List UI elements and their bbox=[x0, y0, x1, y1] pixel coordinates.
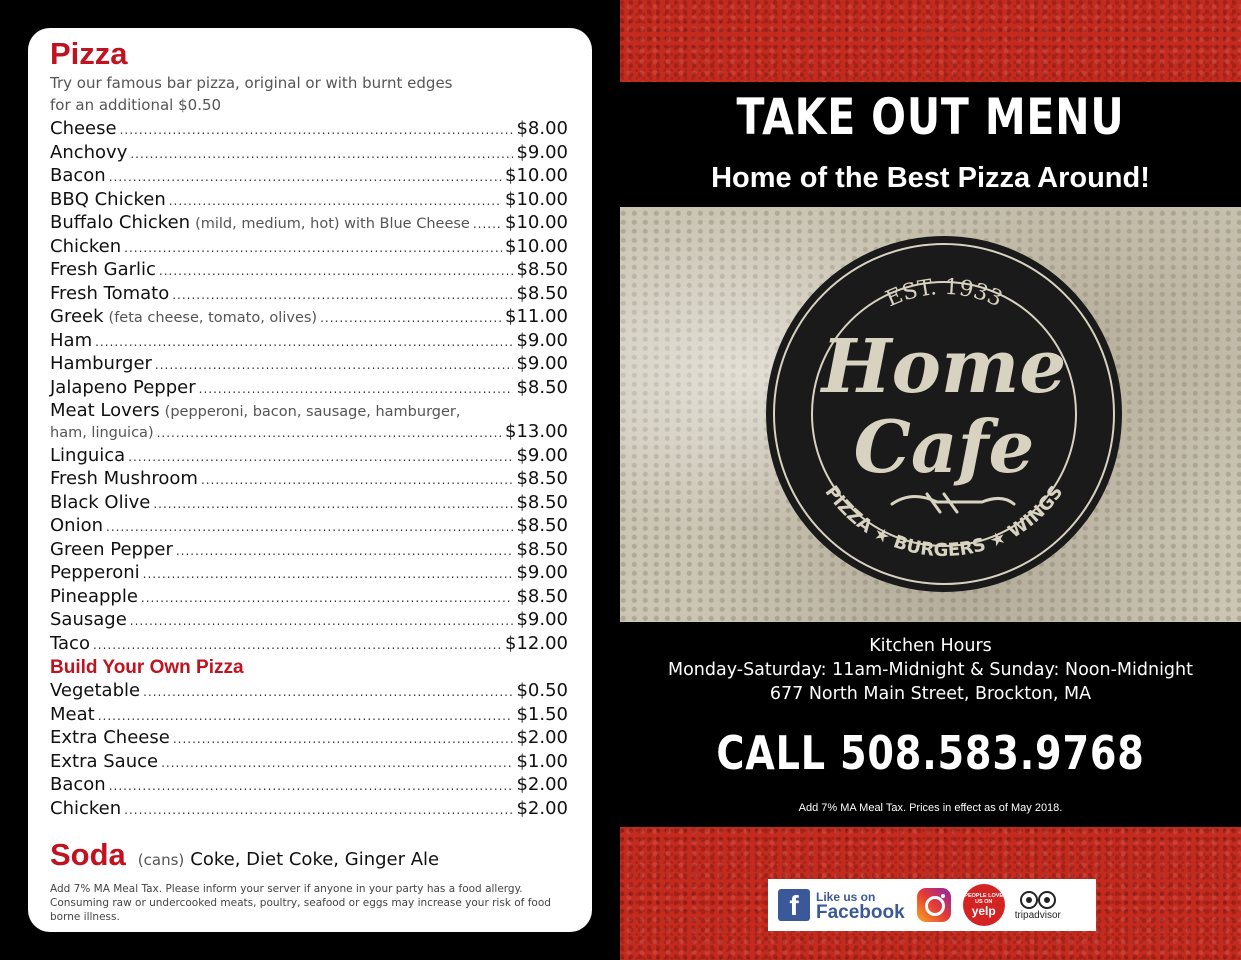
item-price: $10.00 bbox=[505, 188, 568, 210]
menu-left-panel bbox=[0, 0, 620, 960]
item-price: $9.00 bbox=[516, 444, 568, 466]
item-name: Bacon bbox=[50, 774, 106, 795]
item-name: Jalapeno Pepper bbox=[50, 376, 196, 398]
item-price: $2.00 bbox=[516, 774, 568, 795]
menu-item bbox=[50, 212, 568, 236]
menu-item bbox=[50, 189, 568, 213]
item-price: $1.50 bbox=[516, 703, 568, 725]
tripadvisor-label: tripadvisor bbox=[1014, 909, 1061, 921]
logo-bottom-text: PIZZA ★ BURGERS ★ WINGS bbox=[820, 481, 1068, 562]
item-name: Chicken bbox=[50, 797, 122, 819]
item-name: Taco bbox=[50, 632, 90, 654]
item-price: $12.00 bbox=[505, 632, 568, 654]
item-name: Hamburger bbox=[50, 353, 152, 374]
menu-item bbox=[50, 633, 568, 657]
kitchen-hours-title: Kitchen Hours bbox=[869, 636, 992, 656]
tax-note: Add 7% MA Meal Tax. Prices in effect as of May 2018. bbox=[798, 802, 1063, 814]
menu-right-panel bbox=[620, 0, 1241, 960]
byo-item bbox=[50, 774, 568, 798]
item-price: $9.00 bbox=[516, 353, 568, 374]
phone-number: CALL 508.583.9768 bbox=[716, 726, 1145, 780]
build-your-own-title: Build Your Own Pizza bbox=[50, 657, 244, 678]
logo-est: EST. 1933 bbox=[882, 274, 1006, 313]
pizza-section-title: Pizza bbox=[50, 36, 128, 71]
yelp-label: yelp bbox=[971, 903, 996, 918]
item-name: Sausage bbox=[50, 609, 127, 630]
item-name: Ham bbox=[50, 329, 93, 351]
social-bar bbox=[768, 879, 1096, 931]
item-note: (mild, medium, hot) with Blue Cheese bbox=[195, 216, 470, 232]
menu-item bbox=[50, 492, 568, 516]
item-note: (feta cheese, tomato, olives) bbox=[108, 310, 318, 326]
item-price: $13.00 bbox=[505, 421, 568, 442]
facebook-link[interactable] bbox=[778, 889, 905, 921]
pizza-menu-card bbox=[28, 28, 592, 932]
item-price: $8.50 bbox=[516, 538, 568, 560]
item-price: $8.50 bbox=[516, 468, 568, 489]
item-name: Cheese bbox=[50, 118, 117, 139]
item-name: Vegetable bbox=[50, 680, 141, 701]
menu-item bbox=[50, 236, 568, 260]
item-name: Meat bbox=[50, 703, 95, 725]
logo-name-line1: Home bbox=[821, 324, 1067, 410]
byo-item bbox=[50, 704, 568, 728]
menu-item bbox=[50, 142, 568, 166]
menu-item bbox=[50, 165, 568, 189]
soda-section bbox=[50, 837, 568, 873]
tripadvisor-link[interactable] bbox=[1015, 890, 1061, 921]
item-price: $8.50 bbox=[516, 259, 568, 280]
item-price: $9.00 bbox=[516, 609, 568, 630]
item-name: Bacon bbox=[50, 165, 106, 186]
item-name: Buffalo Chicken bbox=[50, 212, 191, 233]
stone-background bbox=[620, 207, 1241, 622]
home-cafe-logo bbox=[762, 232, 1126, 596]
menu-item bbox=[50, 515, 568, 539]
item-price: $8.50 bbox=[516, 585, 568, 607]
logo-name-line2: Cafe bbox=[853, 404, 1035, 489]
item-price: $2.00 bbox=[516, 797, 568, 819]
menu-item bbox=[50, 445, 568, 469]
byo-item bbox=[50, 798, 568, 822]
item-name: Fresh Tomato bbox=[50, 282, 170, 304]
item-price: $1.00 bbox=[516, 750, 568, 772]
menu-item bbox=[50, 306, 568, 330]
facebook-like-label: Like us on bbox=[816, 890, 876, 904]
item-name: Extra Sauce bbox=[50, 750, 159, 772]
item-price: $9.00 bbox=[516, 562, 568, 583]
facebook-label: Facebook bbox=[816, 902, 905, 923]
item-price: $10.00 bbox=[505, 235, 568, 257]
item-price: $8.50 bbox=[516, 491, 568, 513]
item-note: (pepperoni, bacon, sausage, hamburger, bbox=[164, 404, 461, 420]
tagline: Home of the Best Pizza Around! bbox=[711, 162, 1150, 194]
item-name: Linguica bbox=[50, 444, 126, 466]
menu-item bbox=[50, 259, 568, 283]
allergy-footnote: Add 7% MA Meal Tax. Please inform your server if anyone in your party has a food allergy. Consuming raw or undercooked meats, poultry, seafood or eggs may increase your risk of food borne illness. bbox=[50, 883, 551, 923]
item-note-cont: ham, linguica) bbox=[50, 425, 154, 441]
item-price: $9.00 bbox=[516, 329, 568, 351]
meat-lovers-header bbox=[50, 400, 568, 421]
item-name: BBQ Chicken bbox=[50, 188, 166, 210]
item-name: Greek bbox=[50, 306, 104, 327]
pizza-intro-line1: Try our famous bar pizza, original or with burnt edges bbox=[50, 74, 453, 92]
meat-lovers-price-row bbox=[50, 421, 568, 445]
yelp-badge-icon[interactable] bbox=[963, 884, 1005, 926]
soda-note: (cans) bbox=[137, 851, 185, 869]
item-price: $8.50 bbox=[516, 282, 568, 304]
kitchen-hours: Monday-Saturday: 11am-Midnight & Sunday: Noon-Midnight bbox=[667, 660, 1193, 680]
menu-item bbox=[50, 377, 568, 401]
item-name: Pepperoni bbox=[50, 562, 140, 583]
tripadvisor-owl-icon bbox=[1019, 890, 1057, 910]
item-price: $0.50 bbox=[516, 680, 568, 701]
facebook-icon: f bbox=[778, 889, 810, 921]
item-price: $2.00 bbox=[516, 727, 568, 748]
byo-item bbox=[50, 751, 568, 775]
item-price: $8.50 bbox=[516, 376, 568, 398]
byo-item bbox=[50, 727, 568, 751]
item-name: Meat Lovers bbox=[50, 400, 160, 421]
item-name: Pineapple bbox=[50, 585, 138, 607]
item-name: Chicken bbox=[50, 235, 122, 257]
yelp-tagline: PEOPLE LOVE US ON bbox=[964, 892, 1004, 905]
item-name: Extra Cheese bbox=[50, 727, 170, 748]
item-name: Fresh Mushroom bbox=[50, 468, 198, 489]
soda-list: Coke, Diet Coke, Ginger Ale bbox=[190, 849, 440, 870]
item-price: $9.00 bbox=[516, 141, 568, 163]
item-price: $8.00 bbox=[516, 118, 568, 139]
menu-item bbox=[50, 562, 568, 586]
menu-item bbox=[50, 539, 568, 563]
soda-title: Soda bbox=[50, 837, 126, 872]
item-price: $11.00 bbox=[505, 306, 568, 327]
menu-item bbox=[50, 283, 568, 307]
menu-item bbox=[50, 330, 568, 354]
item-name: Black Olive bbox=[50, 491, 151, 513]
item-name: Anchovy bbox=[50, 141, 128, 163]
item-name: Fresh Garlic bbox=[50, 259, 156, 280]
byo-item bbox=[50, 680, 568, 704]
item-name: Green Pepper bbox=[50, 538, 173, 560]
menu-item bbox=[50, 586, 568, 610]
address: 677 North Main Street, Brockton, MA bbox=[769, 684, 1092, 704]
menu-item bbox=[50, 353, 568, 377]
item-price: $10.00 bbox=[505, 165, 568, 186]
menu-item bbox=[50, 609, 568, 633]
instagram-icon[interactable] bbox=[917, 888, 951, 922]
pizza-items-list bbox=[50, 118, 568, 821]
take-out-heading: TAKE OUT MENU bbox=[736, 88, 1125, 146]
item-price: $8.50 bbox=[516, 515, 568, 536]
menu-item bbox=[50, 468, 568, 492]
menu-item bbox=[50, 118, 568, 142]
item-name: Onion bbox=[50, 515, 103, 536]
pizza-intro-line2: for an additional $0.50 bbox=[50, 96, 222, 114]
item-price: $10.00 bbox=[505, 212, 568, 233]
